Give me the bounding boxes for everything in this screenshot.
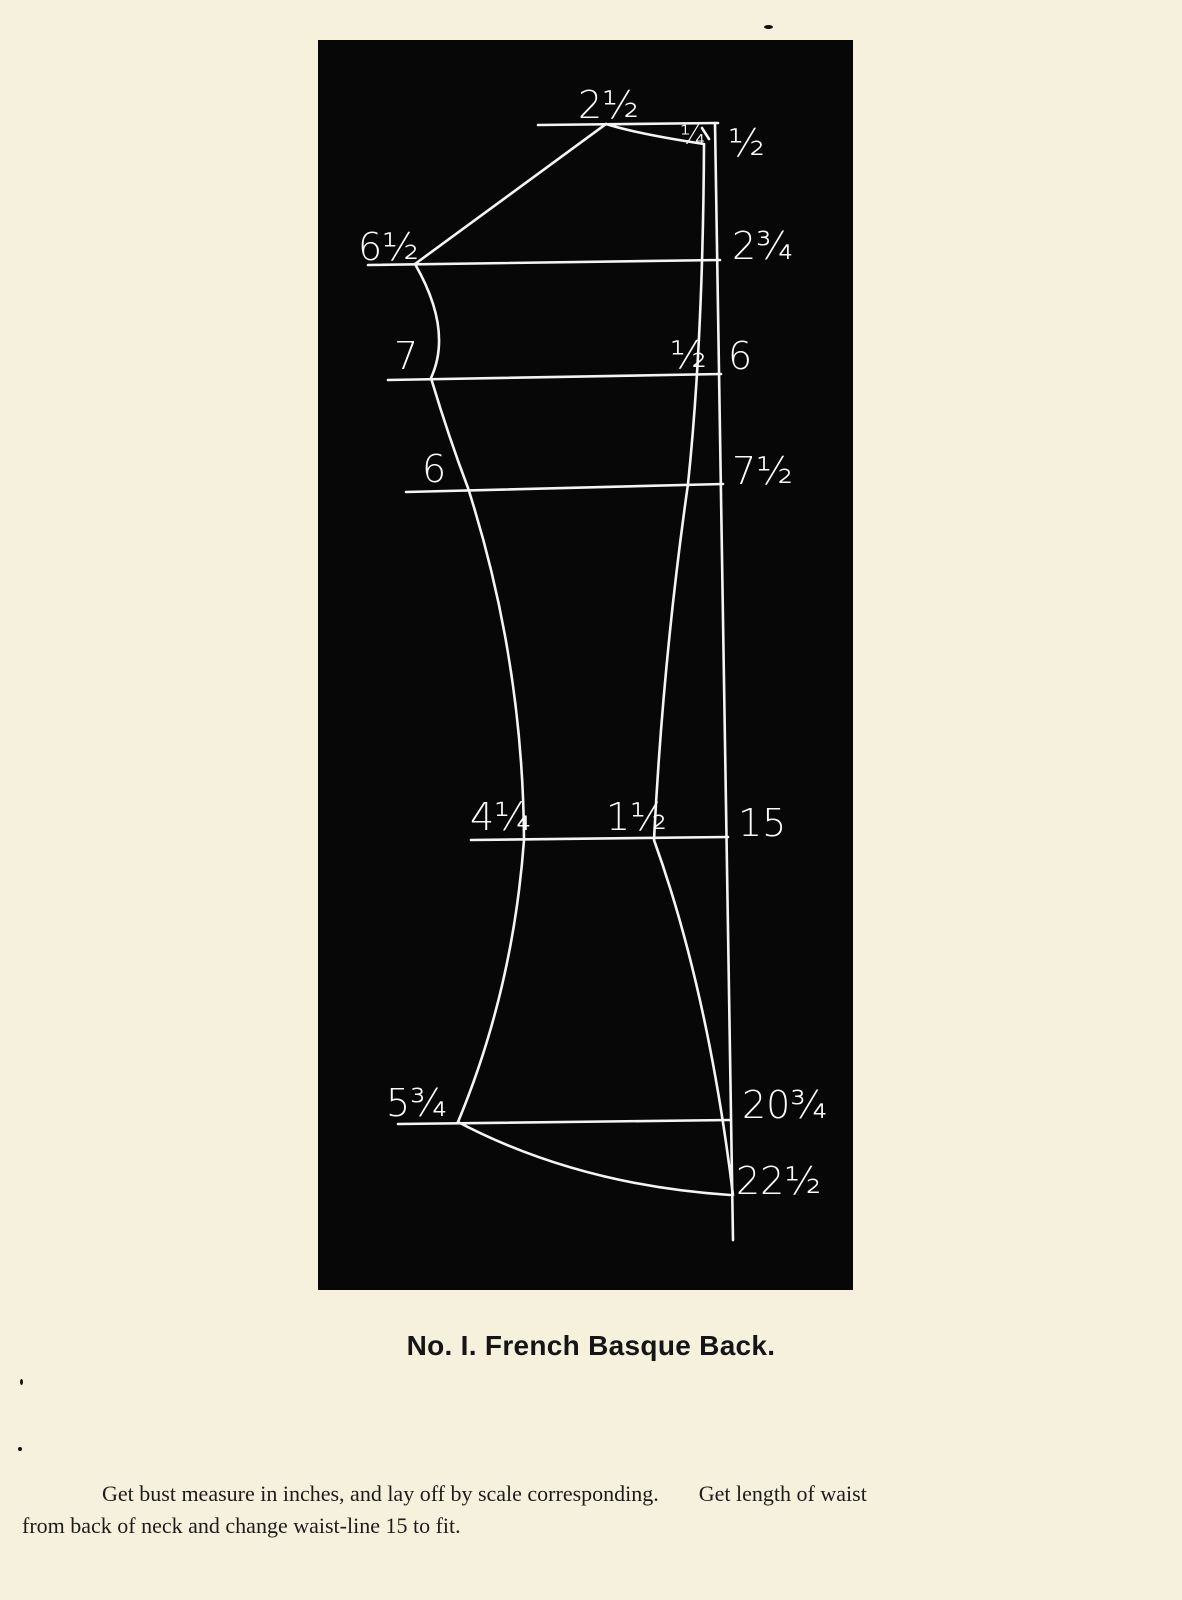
label-neck-width: 2½: [578, 83, 640, 127]
pattern-diagram-plate: [318, 40, 853, 1290]
shoulder-seam: [415, 124, 606, 264]
label-waist-right: 15: [738, 801, 787, 845]
hip-line: [398, 1120, 730, 1124]
label-bottom-right: 22½: [736, 1159, 822, 1203]
label-bust-left: 6: [422, 447, 447, 491]
label-armhole-left: 7: [394, 334, 419, 378]
label-top-half: ½: [728, 121, 765, 165]
paper-speck: [764, 25, 773, 29]
footnote-line-1: [22, 1478, 1152, 1510]
paper-speck: [20, 1379, 23, 1385]
label-shoulder-left: 6½: [358, 225, 420, 269]
label-armhole-right: 6: [728, 334, 753, 378]
label-armhole-inner: ½: [670, 333, 707, 377]
center-back-scale-line: [715, 123, 733, 1240]
footnote-part-1: Get bust measure in inches, and lay off by scale corresponding.: [102, 1481, 659, 1506]
hem-curve: [458, 1122, 730, 1195]
label-waist-left: 4¼: [470, 795, 532, 839]
label-hip-right: 20¾: [742, 1083, 828, 1127]
back-seam: [654, 144, 733, 1195]
side-seam: [415, 264, 524, 1122]
label-waist-inner: 1½: [606, 795, 668, 839]
footnote-line-2: from back of neck and change waist-line 15 to fit.: [22, 1513, 461, 1538]
label-hip-left: 5¾: [386, 1081, 448, 1125]
label-shoulder-right: 2¾: [732, 224, 794, 268]
bust-line: [406, 484, 723, 492]
footnote-instructions: [22, 1478, 1152, 1542]
label-neck-quarter: ¼: [680, 121, 706, 151]
figure-caption: No. I. French Basque Back.: [406, 1330, 776, 1361]
label-bust-right: 7½: [732, 449, 794, 493]
paper-speck: [18, 1447, 22, 1451]
footnote-part-2: Get length of waist: [698, 1481, 867, 1506]
